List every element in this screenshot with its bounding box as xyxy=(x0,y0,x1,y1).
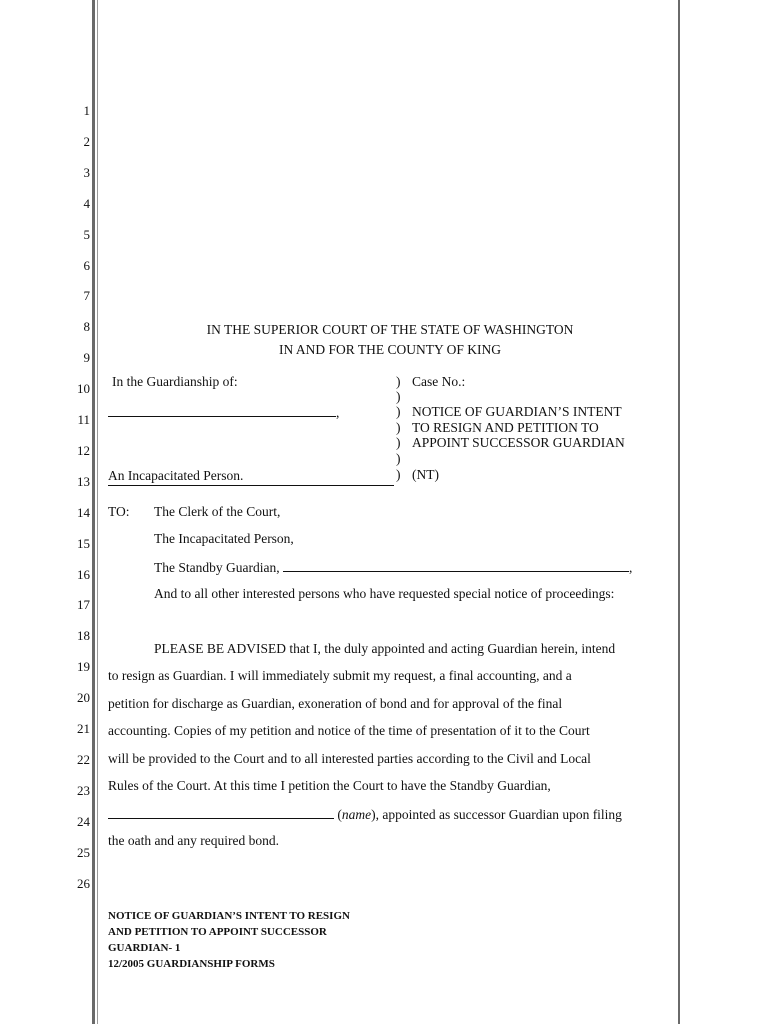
left-margin-rule xyxy=(92,0,95,1024)
successor-name-blank xyxy=(108,806,334,819)
line-number: 1 xyxy=(83,103,90,118)
body-line-2: to resign as Guardian. I will immediately submit my request, a final accounting, and a xyxy=(108,668,572,683)
caption-paren: ) xyxy=(396,420,401,435)
body-line-5: will be provided to the Court and to all interested parties according to the Civil and Local xyxy=(108,751,591,766)
ward-name-line xyxy=(108,404,339,421)
footer-line-2: AND PETITION TO APPOINT SUCCESSOR xyxy=(108,926,327,938)
line-number: 4 xyxy=(83,195,90,211)
caption-paren: ) xyxy=(396,467,401,482)
line-number: 14 xyxy=(77,504,90,520)
document-title-line1: NOTICE OF GUARDIAN’S INTENT xyxy=(412,404,622,419)
body-line-7-rest: ), appointed as successor Guardian upon filing xyxy=(371,807,622,822)
guardianship-of-label: In the Guardianship of: xyxy=(112,374,238,389)
line-number: 15 xyxy=(77,535,90,551)
line-number: 17 xyxy=(77,597,90,613)
court-heading-line1: IN THE SUPERIOR COURT OF THE STATE OF WASHINGTON xyxy=(206,322,574,337)
line-number: 8 xyxy=(83,319,90,335)
body-line-6: Rules of the Court. At this time I petition the Court to have the Standby Guardian, xyxy=(108,778,551,793)
name-hint: name xyxy=(341,807,372,822)
caption-paren: ) xyxy=(396,435,401,450)
caption-paren: ) xyxy=(396,374,401,389)
line-number: 11 xyxy=(77,412,90,427)
case-number-label: Case No.: xyxy=(412,374,466,389)
to-clerk: The Clerk of the Court, xyxy=(154,504,281,519)
court-heading-line2: IN AND FOR THE COUNTY OF KING xyxy=(278,342,501,357)
footer-line-4: 12/2005 GUARDIANSHIP FORMS xyxy=(108,958,275,970)
line-number: 26 xyxy=(77,875,90,891)
caption-paren: ) xyxy=(396,389,401,404)
line-number: 6 xyxy=(83,257,90,273)
caption-paren: ) xyxy=(396,451,401,466)
right-margin-rule xyxy=(678,0,680,1024)
left-margin-rule-inner xyxy=(97,0,98,1024)
standby-guardian-blank xyxy=(283,559,629,572)
line-number: 10 xyxy=(77,381,90,397)
ward-name-comma: , xyxy=(336,405,340,420)
caption-paren: ) xyxy=(396,404,401,419)
line-number: 2 xyxy=(83,133,90,149)
footer-line-3: GUARDIAN- 1 xyxy=(108,942,181,954)
line-number: 22 xyxy=(77,751,90,767)
body-line-1: PLEASE BE ADVISED that I, the duly appointed and acting Guardian herein, intend xyxy=(154,641,616,656)
standby-guardian-label: The Standby Guardian, xyxy=(154,560,280,575)
standby-guardian-comma: , xyxy=(628,560,633,575)
line-number: 23 xyxy=(77,782,90,798)
line-number: 12 xyxy=(77,442,90,458)
line-number: 19 xyxy=(77,659,90,675)
line-number: 24 xyxy=(77,813,90,829)
body-line-3: petition for discharge as Guardian, exoneration of bond and for approval of the final xyxy=(108,696,563,711)
document-code: (NT) xyxy=(412,467,439,482)
line-number: 20 xyxy=(77,690,90,706)
line-number: 16 xyxy=(77,566,90,582)
ward-name-blank xyxy=(108,404,336,417)
document-title-line3: APPOINT SUCCESSOR GUARDIAN xyxy=(412,435,625,450)
line-number: 18 xyxy=(77,628,90,644)
line-number: 5 xyxy=(83,226,90,242)
to-incapacitated-person: The Incapacitated Person, xyxy=(154,531,294,546)
body-line-7: (name), appointed as successor Guardian upon filing xyxy=(108,806,622,823)
body-line-4: accounting. Copies of my petition and notice of the time of presentation of it to the Court xyxy=(108,723,590,738)
to-standby-guardian xyxy=(154,559,632,576)
line-number: 21 xyxy=(77,721,90,736)
to-other-interested-persons: And to all other interested persons who have requested special notice of proceedings: xyxy=(154,586,615,601)
line-number: 7 xyxy=(83,288,90,304)
line-number: 25 xyxy=(77,844,90,860)
incapacitated-person-label: An Incapacitated Person. xyxy=(108,468,394,486)
document-title-line2: TO RESIGN AND PETITION TO xyxy=(412,420,599,435)
line-number: 9 xyxy=(83,350,90,366)
body-line-8: the oath and any required bond. xyxy=(108,833,279,848)
footer-line-1: NOTICE OF GUARDIAN’S INTENT TO RESIGN xyxy=(108,910,350,922)
to-label: TO: xyxy=(108,504,130,519)
line-number: 13 xyxy=(77,473,90,489)
line-number: 3 xyxy=(83,164,90,180)
